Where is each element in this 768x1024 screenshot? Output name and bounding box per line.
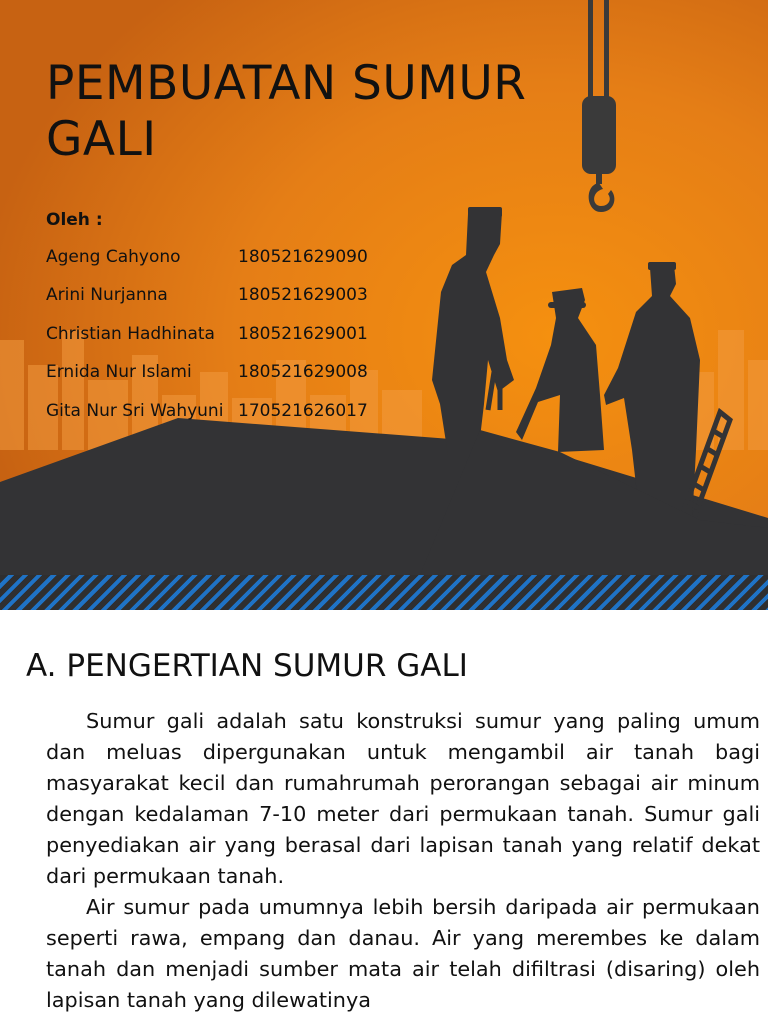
- body-text: [46, 706, 760, 1016]
- author-list: [46, 247, 378, 439]
- author-name: Christian Hadhinata: [46, 323, 215, 344]
- content-slide: [0, 610, 768, 1024]
- author-label: Oleh :: [46, 210, 103, 230]
- author-name: Ageng Cahyono: [46, 247, 181, 267]
- author-row: [46, 285, 378, 323]
- author-id: 180521629008: [238, 362, 368, 383]
- author-id: 170521626017: [238, 400, 368, 421]
- author-id: 180521629090: [238, 247, 368, 267]
- author-id: 180521629003: [238, 285, 368, 306]
- hazard-stripe: [0, 575, 768, 610]
- author-id: 180521629001: [238, 323, 368, 344]
- author-row: [46, 362, 378, 400]
- title-line-2: GALI: [46, 112, 157, 167]
- page-title: [46, 56, 566, 168]
- author-row: [46, 247, 378, 285]
- author-name: Ernida Nur Islami: [46, 362, 192, 383]
- author-row: [46, 401, 378, 439]
- title-line-1: PEMBUATAN SUMUR: [46, 56, 527, 111]
- author-row: [46, 324, 378, 362]
- paragraph-cleanliness: Air sumur pada umumnya lebih bersih daripada air permukaan seperti rawa, empang dan danau. Air yang merembes ke dalam tanah dan menjadi sumber mata air telah difiltrasi (disaring) oleh lapisan tanah yang dilewatinya: [46, 895, 760, 1012]
- paragraph-definition: Sumur gali adalah satu konstruksi sumur yang paling umum dan meluas dipergunakan untuk mengambil air tanah bagi masyarakat kecil dan rumahrumah perorangan sebagai air minum dengan kedalaman 7-10 meter dari permukaan tanah. Sumur gali penyediakan air yang berasal dari lapisan tanah yang relatif dekat dari permukaan tanah.: [46, 709, 760, 888]
- author-name: Gita Nur Sri Wahyuni: [46, 400, 224, 421]
- author-name: Arini Nurjanna: [46, 285, 168, 306]
- section-heading: A. PENGERTIAN SUMUR GALI: [26, 648, 468, 684]
